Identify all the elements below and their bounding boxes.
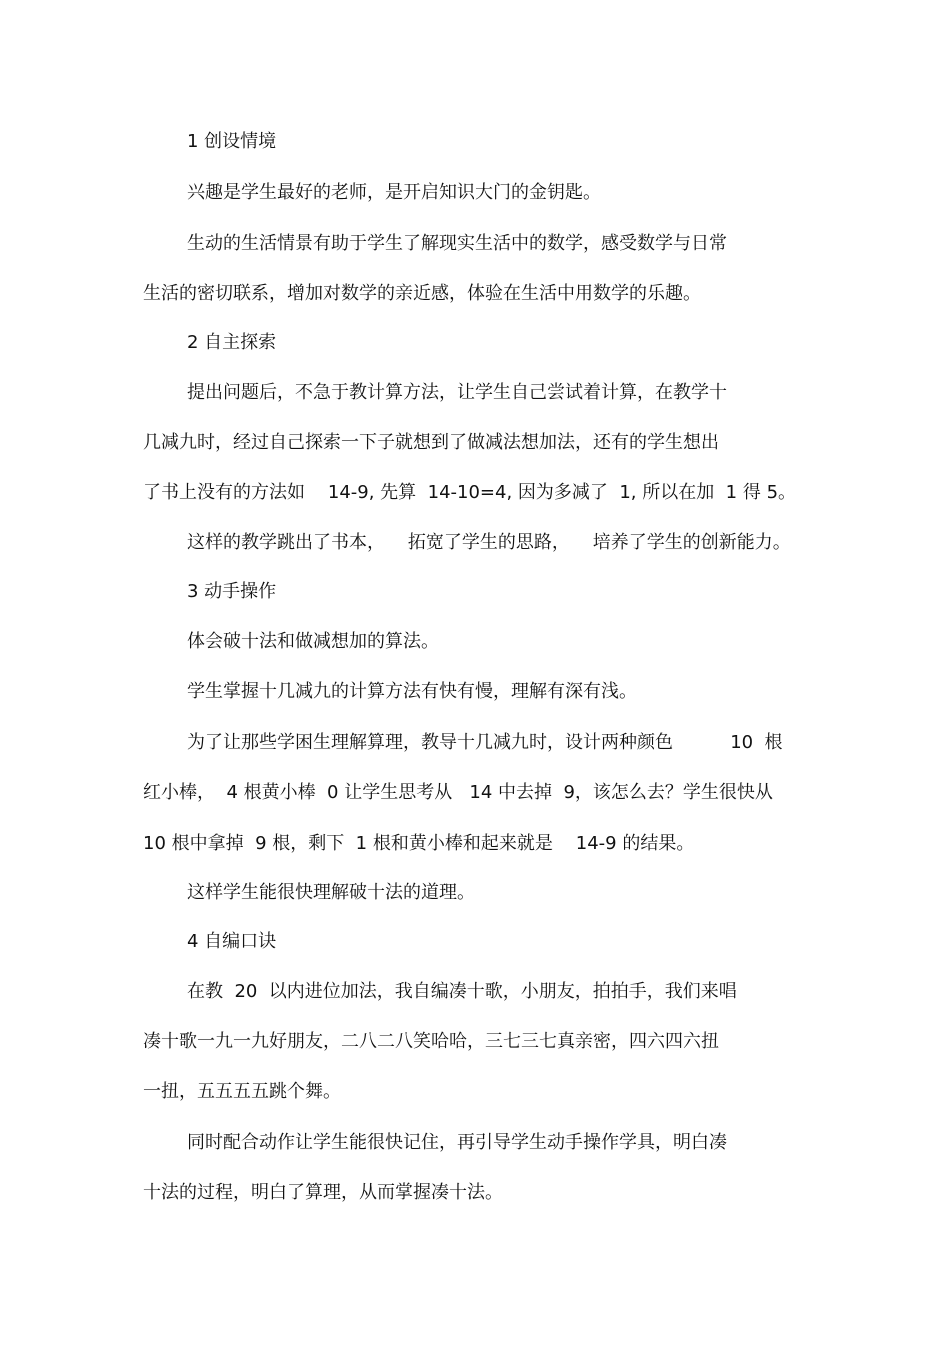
paragraph-line: 十法的过程，明白了算理，从而掌握凑十法。 — [143, 1182, 503, 1203]
paragraph-line: 红小棒， 4 根黄小棒 0 让学生思考从 14 中去掉 9，该怎么去？学生很快从 — [143, 782, 773, 803]
paragraph-line: 几减九时，经过自己探索一下子就想到了做减法想加法，还有的学生想出 — [143, 432, 719, 453]
section-heading-1: 1 创设情境 — [187, 131, 277, 152]
paragraph-line: 这样学生能很快理解破十法的道理。 — [187, 882, 475, 903]
paragraph-line: 兴趣是学生最好的老师，是开启知识大门的金钥匙。 — [187, 182, 601, 203]
paragraph-line: 提出问题后，不急于教计算方法，让学生自己尝试着计算，在教学十 — [187, 382, 727, 403]
paragraph-line: 生活的密切联系，增加对数学的亲近感，体验在生活中用数学的乐趣。 — [143, 283, 701, 304]
paragraph-line: 了书上没有的方法如 14-9, 先算 14-10=4, 因为多减了 1, 所以在加 1 得 5。 — [143, 482, 797, 503]
paragraph-line: 一扭，五五五五跳个舞。 — [143, 1081, 341, 1102]
section-heading-3: 3 动手操作 — [187, 581, 277, 602]
section-heading-2: 2 自主探索 — [187, 332, 277, 353]
paragraph-line: 为了让那些学困生理解算理，教导十几减九时，设计两种颜色 10 根 — [187, 732, 783, 753]
paragraph-line: 体会破十法和做减想加的算法。 — [187, 631, 439, 652]
paragraph-line: 在教 20 以内进位加法，我自编凑十歌，小朋友，拍拍手，我们来唱 — [187, 981, 737, 1002]
section-heading-4: 4 自编口诀 — [187, 931, 277, 952]
paragraph-line: 生动的生活情景有助于学生了解现实生活中的数学，感受数学与日常 — [187, 233, 727, 254]
paragraph-line: 学生掌握十几减九的计算方法有快有慢，理解有深有浅。 — [187, 681, 637, 702]
paragraph-line: 10 根中拿掉 9 根，剩下 1 根和黄小棒和起来就是 14-9 的结果。 — [143, 833, 695, 854]
paragraph-line: 同时配合动作让学生能很快记住，再引导学生动手操作学具，明白凑 — [187, 1132, 727, 1153]
paragraph-line: 这样的教学跳出了书本， 拓宽了学生的思路， 培养了学生的创新能力。 — [187, 532, 791, 553]
paragraph-line: 凑十歌一九一九好朋友，二八二八笑哈哈，三七三七真亲密，四六四六扭 — [143, 1031, 719, 1052]
